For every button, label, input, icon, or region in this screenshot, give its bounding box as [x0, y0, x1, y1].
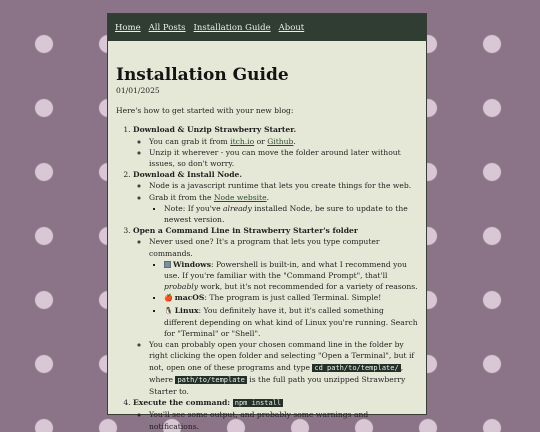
blog-page	[108, 14, 426, 431]
emphasis: probably	[164, 282, 199, 292]
node-website-link[interactable]: Node website	[213, 192, 267, 202]
linux-label: Linux	[174, 305, 199, 315]
step-2-title-suffix: .	[239, 170, 243, 180]
text: installed Node, be sure to update to the newest version.	[164, 203, 408, 225]
post-title: Installation Guide	[116, 65, 289, 85]
emphasis: already	[223, 203, 252, 213]
text: Grab it from the	[149, 192, 214, 202]
text: is the full path you unzipped Strawberry Starter to.	[149, 374, 406, 397]
text: : The program is just called Terminal. Simple!	[204, 293, 382, 303]
text: Never used one? It's a program that lets you type computer commands.	[149, 237, 380, 258]
step-1-bullet-2: ◦ Unzip it wherever - you can move the folder around later without issues, so don't worry.	[149, 147, 418, 169]
apple-icon: 🍎	[164, 294, 173, 303]
text: You can grab it from	[149, 136, 231, 146]
linux-item	[164, 305, 418, 340]
nav-installation-guide-link[interactable]: Installation Guide	[193, 22, 271, 33]
step-1	[133, 124, 418, 169]
text: work, but it's not recommended for a variety of reasons.	[198, 282, 418, 292]
github-link[interactable]: Github	[267, 136, 294, 146]
step-1-bullet-1	[149, 136, 418, 147]
penguin-icon: 🐧	[164, 306, 173, 315]
cd-command-code: cd path/to/template/	[314, 363, 399, 372]
step-2-title: Download & Install Node	[133, 170, 240, 180]
itch-io-link[interactable]: itch.io	[230, 136, 255, 146]
nav-all-posts-link[interactable]: All Posts	[148, 22, 186, 33]
step-3-title: Open a Command Line in Strawberry Starter's folder	[133, 226, 358, 236]
top-navigation	[108, 14, 426, 41]
step-2	[133, 169, 418, 225]
windows-item	[164, 259, 418, 293]
post-content	[108, 41, 426, 432]
step-4-bullet-1: ◦ You'll see some output, and probably some warnings and notifications.	[149, 409, 418, 431]
nav-about-link[interactable]: About	[278, 22, 305, 33]
text: .	[266, 192, 270, 202]
text: or	[254, 136, 268, 146]
post-intro: Here's how to get started with your new blog:	[116, 106, 294, 116]
text: , where	[149, 362, 404, 384]
step-2-note	[164, 203, 418, 225]
step-2-bullet-2	[149, 192, 418, 226]
step-3	[133, 225, 418, 397]
windows-label: Windows	[173, 259, 211, 269]
path-code: path/to/template	[177, 375, 245, 384]
npm-install-code: npm install	[234, 399, 282, 408]
step-1-title-suffix: .	[293, 125, 297, 135]
steps-list	[116, 124, 418, 431]
macos-label: macOS	[174, 293, 205, 303]
post-date: 01/01/2025	[116, 86, 160, 95]
text: : You definitely have it, but it's called something different depending on what kind of Linux you're running. Search for "Terminal" or "Shell".	[164, 305, 418, 339]
text: : Powershell is built-in, and what I recommend you use. If you're familiar with the "Command Prompt", that'll	[164, 259, 407, 281]
step-2-bullet-1: ◦ Node is a javascript runtime that lets you create things for the web.	[149, 180, 418, 191]
macos-item	[164, 292, 418, 304]
nav-home-link[interactable]: Home	[115, 22, 141, 33]
step-4	[133, 397, 418, 432]
text: Note: If you've	[164, 203, 223, 213]
step-4-title: Execute the command:	[133, 398, 233, 408]
text: .	[293, 136, 296, 146]
step-1-title: Download & Unzip Strawberry Starter	[133, 125, 294, 135]
text: You can probably open your chosen command line in the folder by right clicking the open folder and selecting "Open a Terminal", but if not, open one of these programs and type	[149, 340, 415, 372]
windows-icon	[164, 261, 171, 268]
step-3-bullet-2	[149, 339, 418, 397]
step-3-bullet-1	[149, 236, 418, 339]
